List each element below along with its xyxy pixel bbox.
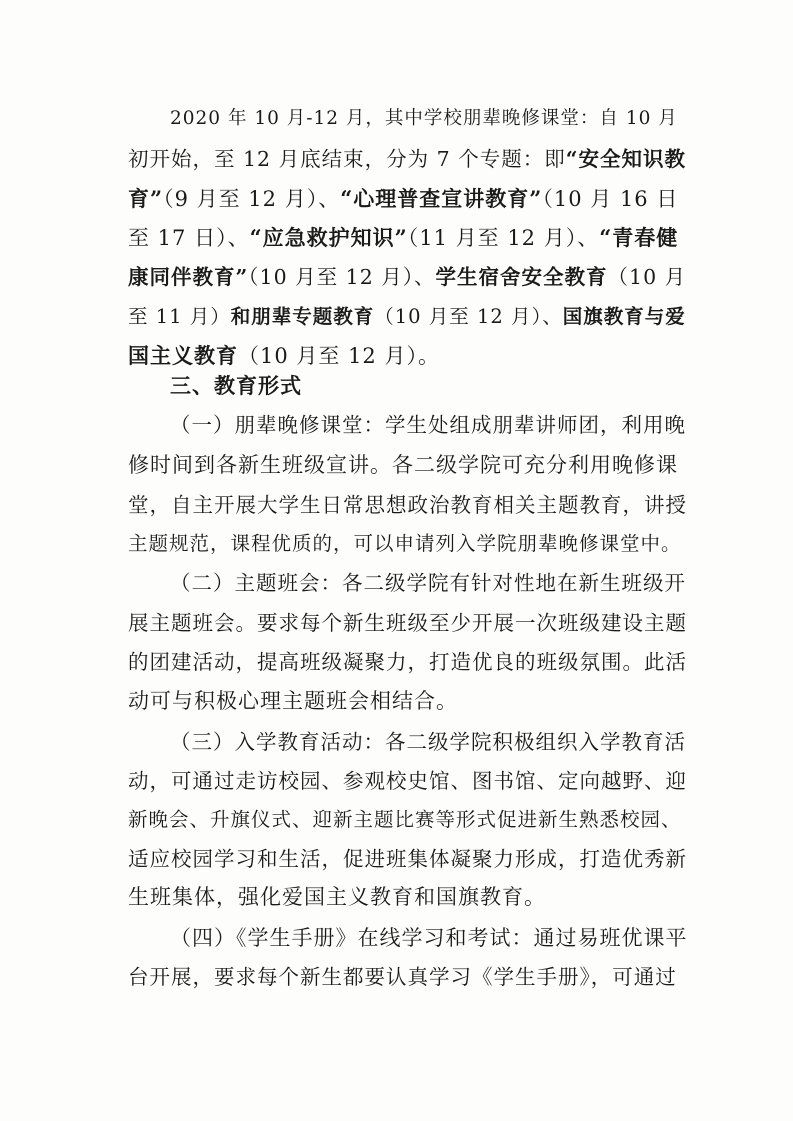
text-run: 至 17 日）、 (128, 226, 250, 250)
text-run: （一）朋辈晚修课堂：学生处组成朋辈讲师团，利用晚 (170, 413, 686, 437)
text-run: 2020 年 10 月-12 月，其中学校朋辈晚修课堂：自 10 月 (170, 108, 678, 129)
text-run: 展主题班会。要求每个新生班级至少开展一次班级建设主题 (128, 611, 687, 635)
para-line-9 (170, 410, 688, 440)
para-line-18 (128, 766, 688, 796)
para-line-17 (170, 727, 688, 757)
text-run: 动，可通过走访校园、参观校史馆、图书馆、定向越野、迎 (128, 769, 687, 793)
para-line-16 (128, 686, 688, 716)
bold-text-run: 国旗教育与爱 (562, 305, 686, 328)
para-line-11 (128, 490, 688, 520)
text-run: （9 月至 12 月）、 (163, 187, 341, 211)
text-run: （10 月 (607, 265, 687, 289)
text-run: （10 月至 12 月）、 (374, 305, 563, 328)
para-line-19 (128, 805, 688, 835)
bold-text-run: “安全知识教 (565, 147, 686, 171)
para-line-13 (170, 568, 688, 598)
text-run: （二）主题班会：各二级学院有针对性地在新生班级开 (170, 571, 686, 595)
bold-text-run: 育” (128, 186, 164, 211)
para-line-22 (170, 923, 688, 953)
text-run: 的团建活动，提高班级凝聚力，打造优良的班级氛围。此活 (128, 650, 687, 674)
text-run: （11 月至 12 月）、 (407, 226, 600, 250)
para-line-4 (128, 223, 688, 253)
para-line-21 (128, 882, 688, 912)
text-run: （三）入学教育活动：各二级学院积极组织入学教育活 (170, 730, 686, 754)
bold-text-run: “心理普查宣讲教育” (340, 186, 543, 211)
bold-text-run: “青春健 (599, 225, 679, 250)
para-line-20 (128, 844, 688, 874)
para-line-15 (128, 647, 688, 677)
text-run: 动可与积极心理主题班会相结合。 (128, 689, 458, 713)
text-run: （10 月 16 日 (542, 187, 679, 211)
text-run: （10 月至 12 月）。 (238, 344, 440, 368)
text-run: 主题规范，课程优质的，可以申请列入学院朋辈晚修课堂中。 (128, 532, 682, 555)
para-line-10 (128, 450, 688, 480)
para-line-6 (128, 302, 688, 332)
para-line-1 (170, 104, 688, 134)
bold-text-run: 国主义教育 (128, 343, 238, 368)
bold-text-run: “应急救护知识” (249, 225, 408, 250)
text-run: 适应校园学习和生活，促进班集体凝聚力形成，打造优秀新 (128, 847, 687, 871)
text-run: 至 11 月） (128, 305, 231, 328)
para-line-14 (128, 608, 688, 638)
text-run: 新晚会、升旗仪式、迎新主题比赛等形式促进新生熟悉校园、 (128, 808, 682, 831)
para-line-3 (128, 184, 688, 214)
text-run: 台开展，要求每个新生都要认真学习《学生手册》，可通过 (128, 965, 677, 989)
para-line-7 (128, 341, 688, 371)
bold-text-run: 学生宿舍安全教育 (435, 265, 608, 289)
bold-text-run: 和朋辈专题教育 (230, 305, 375, 328)
bold-text-run: 三、教育形式 (170, 373, 302, 398)
text-run: （10 月至 12 月）、 (248, 265, 436, 289)
bold-text-run: 康同伴教育” (128, 265, 249, 289)
para-line-2 (128, 144, 688, 174)
text-run: 生班集体，强化爱国主义教育和国旗教育。 (128, 885, 546, 909)
para-line-23 (128, 962, 688, 992)
para-line-12 (128, 529, 688, 559)
text-run: 堂，自主开展大学生日常思想政治教育相关主题教育，讲授 (128, 493, 687, 517)
text-run: 初开始，至 12 月底结束，分为 7 个专题：即 (128, 147, 566, 171)
text-run: 修时间到各新生班级宣讲。各二级学院可充分利用晚修课 (128, 453, 678, 477)
text-run: （四）《学生手册》在线学习和考试：通过易班优课平 (170, 926, 688, 950)
section-heading (170, 371, 688, 401)
para-line-5 (128, 262, 688, 292)
